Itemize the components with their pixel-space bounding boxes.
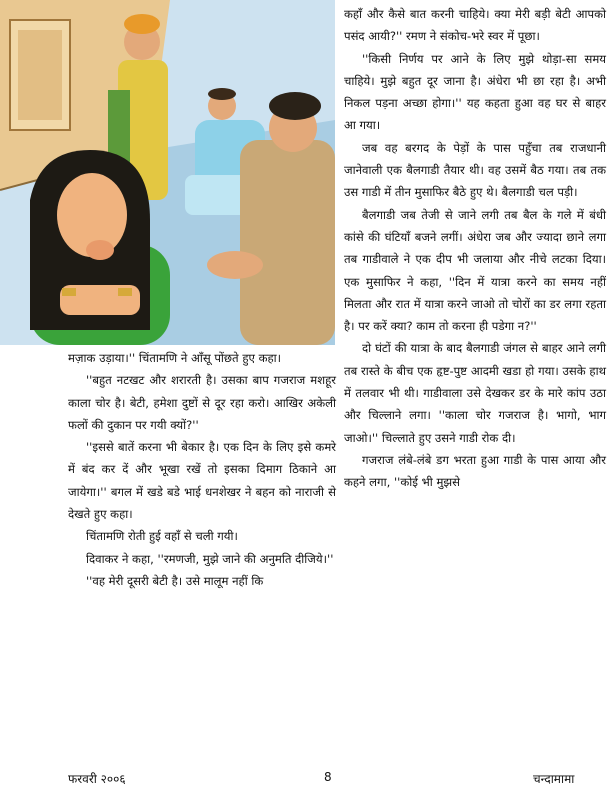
footer-date: फरवरी २००६ xyxy=(68,772,126,786)
right-text-column xyxy=(344,3,606,494)
paragraph: दो घंटों की यात्रा के बाद बैलगाडी जंगल से बाहर आने लगी तब रास्ते के बीच एक हृष्ट-पुष्ट आदमी खडा हो गया। उसके हाथ में तलवार भी थी। गाडीवाला उसे देखकर डर के मारे कांप उठा और चिल्लाने लगा। ''काला चोर गजराज है। भागो, भाग जाओ।'' चिल्लाते हुए उसने गाडी रोक दी। xyxy=(344,341,606,445)
paragraph: ''बहुत नटखट और शरारती है। उसका बाप गजराज मशहूर काला चोर है। बेटी, हमेशा दुष्टों से दूर रहा करो। आखिर अकेली फलों की दुकान पर गयी क्यों?'' xyxy=(68,373,336,432)
paragraph: चिंतामणि रोती हुई वहाँ से चली गयी। xyxy=(86,529,238,544)
magazine-name: चन्दामामा xyxy=(533,772,575,786)
paragraph: ''इससे बातें करना भी बेकार है। एक दिन के लिए इसे कमरे में बंद कर दें और भूखा रखें तो इसका दिमाग ठिकाने आ जायेगा।'' बगल में खडे बडे भाई धनशेखर ने बहन को नाराजी से देखते हुए कहा। xyxy=(68,440,336,522)
paragraph: दिवाकर ने कहा, ''रमणजी, मुझे जाने की अनुमति दीजिये।'' xyxy=(86,551,334,566)
story-illustration xyxy=(0,0,335,345)
paragraph: बैलगाडी जब तेजी से जाने लगी तब बैल के गले में बंधी कांसे की घंटियाँ बजने लगीं। अंधेरा जब और ज्यादा छाने लगा तब गाडीवाले ने एक दीप भी जलाया और नीचे लटका दिया। एक मुसाफिर ने कहा, ''दिन में यात्रा करने का समय नहीं मिलता और रात में यात्रा करने जाओ तो चोरों का डर लगा रहता है। पर करें क्या? काम तो करना ही पडेगा न?'' xyxy=(344,207,606,334)
paragraph: गजराज लंबे-लंबे डग भरता हुआ गाडी के पास आया और कहने लगा, ''कोई भी मुझसे xyxy=(344,452,606,490)
paragraph: मज़ाक उड़ाया।'' चिंतामणि ने आँसू पोंछते हुए कहा। xyxy=(68,351,282,365)
paragraph: जब वह बरगद के पेड़ों के पास पहुँचा तब राजधानी जानेवाली एक बैलगाडी तैयार थी। वह उसमें बैठ गया। तब तक उस गाडी में तीन मुसाफिर बैठे हुए थे। बैलगाडी चल पड़ी। xyxy=(344,140,606,200)
paragraph: कहाँ और कैसे बात करनी चाहिये। क्या मेरी बड़ी बेटी आपको पसंद आयी?'' रमण ने संकोच-भरे स्वर में पूछा। xyxy=(344,7,606,44)
page-number: 8 xyxy=(324,770,332,784)
paragraph: ''किसी निर्णय पर आने के लिए मुझे थोड़ा-सा समय चाहिये। मुझे बहुत दूर जाना है। अंधेरा भी छा रहा है। अभी निकल पड़ना अच्छा होगा।'' यह कहता हुआ वह घर से बाहर आ गया। xyxy=(344,51,606,133)
left-text-column xyxy=(68,347,336,592)
illustration-scene xyxy=(0,0,335,345)
paragraph: ''वह मेरी दूसरी बेटी है। उसे मालूम नहीं कि xyxy=(86,573,264,588)
